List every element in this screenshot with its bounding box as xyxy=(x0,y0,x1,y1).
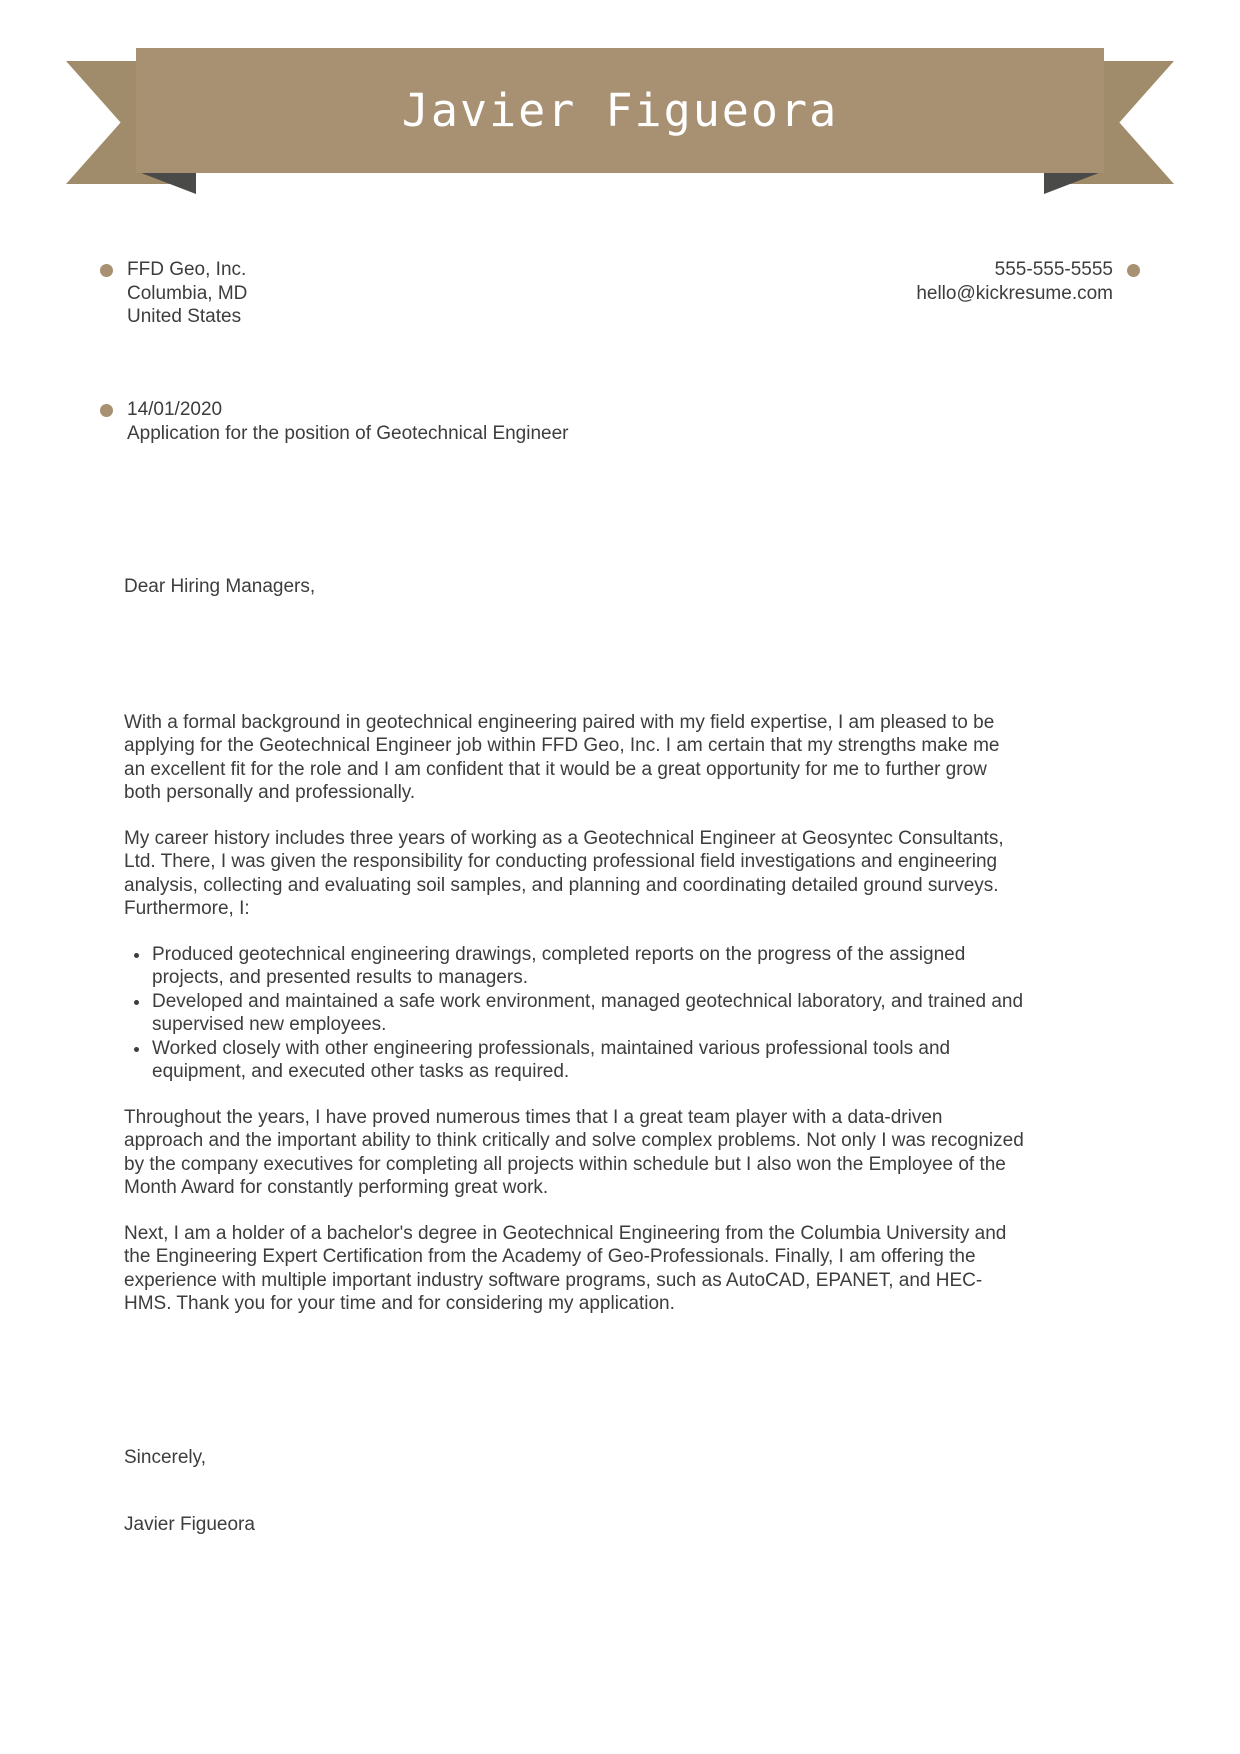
contact-row xyxy=(100,258,1140,329)
sender-contact-lines xyxy=(916,258,1113,305)
sender-email[interactable]: hello@kickresume.com xyxy=(916,282,1113,304)
salutation-spacer xyxy=(124,621,1024,711)
recipient-company: FFD Geo, Inc. xyxy=(127,259,247,280)
recipient-block xyxy=(100,258,247,329)
dot-icon xyxy=(1127,264,1140,277)
letter-signoff: Sincerely, xyxy=(124,1446,207,1468)
signoff-spacer xyxy=(124,1338,1024,1446)
sender-contact-block xyxy=(916,258,1140,305)
achievement-list xyxy=(124,943,1024,1084)
letter-body xyxy=(124,575,1024,1537)
name-ribbon-banner xyxy=(0,48,1240,184)
letter-paragraph-3: Throughout the years, I have proved numerous times that I a great team player with a data-driven approach and the important ability to think critically and solve complex problems. Not only I was recognized by the company executives for completing all projects within schedule but I also won the Employee of the Month Award for constantly performing great work. xyxy=(124,1106,1024,1198)
letter-signature: Javier Figueora xyxy=(124,1514,255,1535)
ribbon-main-panel xyxy=(136,48,1104,173)
dot-icon xyxy=(100,404,113,417)
letter-date: 14/01/2020 xyxy=(127,399,223,420)
letter-subject: Application for the position of Geotechnical Engineer xyxy=(127,422,569,444)
applicant-name: Javier Figueora xyxy=(401,84,839,137)
subject-lines xyxy=(127,398,569,445)
sender-phone[interactable]: 555-555-5555 xyxy=(994,259,1113,280)
letter-paragraph-1: With a formal background in geotechnical engineering paired with my field expertise, I am pleased to be applying for the Geotechnical Engineer job within FFD Geo, Inc. I am certain that my strengths make me an excellent fit for the role and I am confident that it would be a great opportunity for me to further grow both personally and professionally. xyxy=(124,711,1000,803)
recipient-country: United States xyxy=(127,306,242,327)
dot-icon xyxy=(100,264,113,277)
letter-paragraph-4: Next, I am a holder of a bachelor's degree in Geotechnical Engineering from the Columbia University and the Engineering Expert Certification from the Academy of Geo-Professionals. Finally, I am offering the experience with multiple important industry software programs, such as AutoCAD, EPANET, and HEC-HMS. Thank you for your time and for considering my application. xyxy=(124,1222,1007,1314)
letter-salutation: Dear Hiring Managers, xyxy=(124,576,316,597)
list-item: Developed and maintained a safe work environment, managed geotechnical laboratory, and trained and supervised new employees. xyxy=(152,990,1024,1035)
recipient-lines xyxy=(127,258,247,329)
letter-paragraph-2: My career history includes three years of working as a Geotechnical Engineer at Geosyntec Consultants, Ltd. There, I was given the responsibility for conducting professional field investigations and engineering analysis, collecting and evaluating soil samples, and planning and coordinating detailed ground surveys. Furthermore, I: xyxy=(124,827,1004,919)
subject-block xyxy=(100,398,569,445)
recipient-city: Columbia, MD xyxy=(127,282,248,304)
list-item: Produced geotechnical engineering drawings, completed reports on the progress of the assigned projects, and presented results to managers. xyxy=(152,943,1024,990)
list-item: Worked closely with other engineering professionals, maintained various professional tools and equipment, and executed other tasks as required. xyxy=(152,1037,1024,1084)
